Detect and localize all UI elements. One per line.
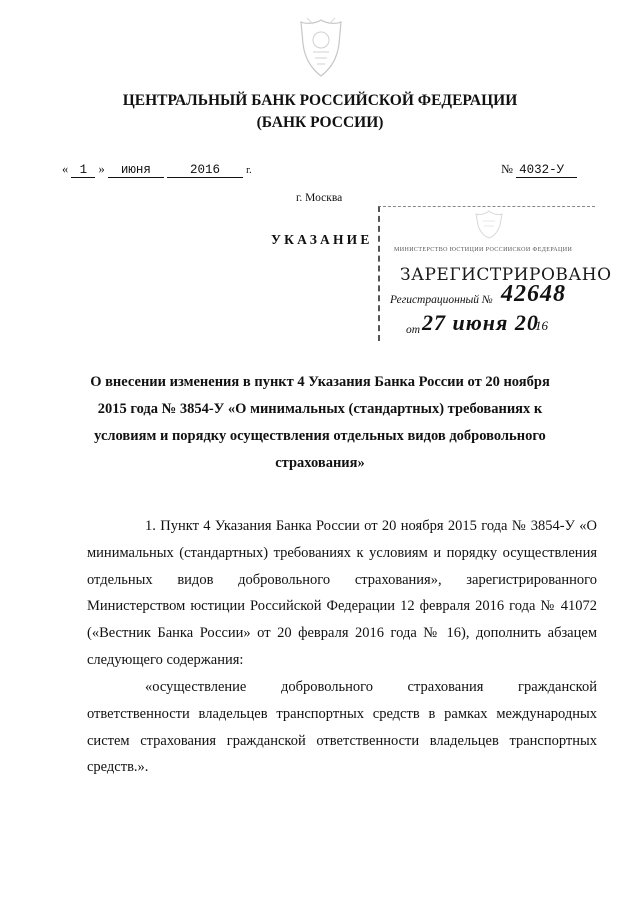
stamp-reg-label: Регистрационный №	[390, 294, 493, 306]
stamp-from-label: от	[406, 324, 421, 336]
org-name: ЦЕНТРАЛЬНЫЙ БАНК РОССИЙСКОЙ ФЕДЕРАЦИИ	[122, 92, 518, 109]
paragraph-1: 1. Пункт 4 Указания Банка России от 20 ноября 2015 года № 3854-У «О минимальных (стандартных) требованиях к условиям и порядку осуществления отдельных видов добровольного страхования», зарегистрированного Министерством юстиции Российской Федерации 12 февраля 2016 года № 41072 («Вестник Банка России» от 20 февраля 2016 года № 16), дополнить абзацем следующего содержания:	[87, 518, 597, 668]
stamp-date: 27 июня 20	[422, 310, 539, 335]
number-value: 4032-У	[516, 163, 577, 178]
bank-of-russia-emblem-icon	[293, 14, 349, 80]
date-month: июня	[108, 163, 164, 178]
document-type: УКАЗАНИЕ	[271, 232, 373, 247]
quote-open: «	[62, 162, 69, 176]
stamp-date-suffix: 16	[535, 318, 548, 333]
quote-close: »	[98, 162, 105, 176]
registration-stamp	[378, 206, 612, 341]
number-prefix: №	[501, 162, 513, 176]
date-day: 1	[71, 163, 95, 178]
stamp-reg-number: 42648	[501, 281, 566, 307]
document-heading: О внесении изменения в пункт 4 Указания Банка России от 20 ноября 2015 года № 3854-У «О минимальных (стандартных) требованиях к условиям и порядку осуществления отдельных видов добровольного страхования»	[90, 374, 550, 471]
date-year: 2016	[167, 163, 243, 178]
ministry-emblem-icon	[472, 209, 506, 239]
date-year-suffix: г.	[246, 165, 252, 176]
org-short-name: (БАНК РОССИИ)	[256, 114, 384, 131]
city: г. Москва	[296, 192, 343, 204]
document-number	[501, 162, 577, 178]
stamp-org: МИНИСТЕРСТВО ЮСТИЦИИ РОССИЙСКОЙ ФЕДЕРАЦИИ	[394, 247, 573, 253]
paragraph-2: «осуществление добровольного страхования гражданской ответственности владельцев транспортных средств в рамках международных систем страхования гражданской ответственности владельцев транспортных средств.».	[87, 679, 597, 776]
document-date	[62, 162, 252, 178]
stamp-title: ЗАРЕГИСТРИРОВАНО	[400, 265, 612, 285]
